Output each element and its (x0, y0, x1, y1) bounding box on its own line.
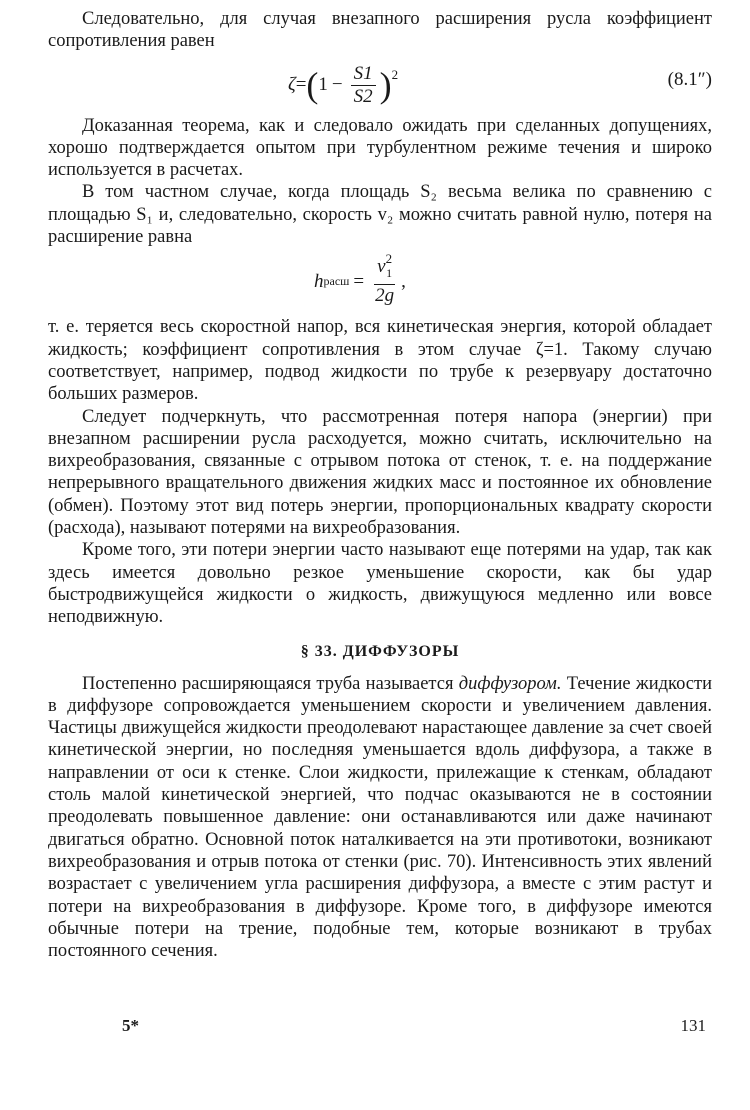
page-number: 131 (680, 1016, 706, 1035)
formula-one: 1 (318, 74, 328, 96)
formula-h-subscript: расш (323, 274, 350, 289)
formula-exponent: 2 (391, 67, 399, 83)
formula-fraction (351, 63, 376, 108)
formula-open-paren: ( (306, 65, 319, 106)
formula2-numerator-sub: 1 (386, 266, 393, 281)
signature-mark: 5* (122, 1016, 139, 1035)
formula-symbol-h: h (314, 270, 324, 292)
paragraph-7-start: Постепенно расширяющаяся труба называется (82, 673, 459, 694)
term-diffuser: диффузором. (458, 673, 562, 694)
formula-close-paren: ) (379, 65, 392, 106)
paragraph-5: Следует подчеркнуть, что рассмотренная потеря напора (энергии) при внезапном расширении русла расходуется, можно считать, исключительно на вихреобразования, связанные с отрывом потока от стенок, т. е. на поддержание непрерывного вращательного движения жидких масс и постоянное их обновление (обмен). Поэтому этот вид потерь энергии, пропорциональных квадрату скорости (расхода), называют потерями на вихреобразования. (48, 406, 712, 539)
formula2-numerator-sup: 2 (385, 251, 393, 267)
paragraph-1: Следовательно, для случая внезапного расширения русла коэффициент сопротивления равен (48, 9, 712, 52)
paragraph-6: Кроме того, эти потери энергии часто называют еще потерями на удар, так как здесь имеется довольно резкое уменьшение скорости, как бы удар быстродвижущейся жидкости о жидкость, движущуюся медленно или вовсе неподвижную. (48, 540, 712, 628)
page (48, 8, 712, 962)
formula2-numerator: v (377, 256, 386, 278)
paragraph-2: Доказанная теорема, как и следовало ожидать при сделанных допущениях, хорошо подтверждается опытом при турбулентном режиме течения и широко используется в расчетах. (48, 115, 712, 181)
formula2-denominator: 2g (375, 285, 395, 307)
formula-h (314, 251, 406, 307)
equation-number: (8.1″) (667, 68, 712, 90)
page-footer (48, 1016, 712, 1040)
paragraph-4: т. е. теряется весь скоростной напор, вся кинетическая энергия, которой обладает жидкость; коэффициент сопротивления в этом случае ζ=1. Такому случаю соответствует, например, подвод жидкости по трубе к резервуару достаточно больших размеров. (48, 317, 712, 405)
formula-denominator: S2 (353, 85, 373, 107)
formula-minus: − (331, 74, 343, 96)
formula-equals: = (295, 74, 307, 96)
formula-numerator: S1 (353, 62, 373, 84)
formula-symbol-zeta: ζ (288, 74, 296, 96)
formula2-fraction (372, 251, 397, 307)
formula2-comma: , (401, 270, 406, 292)
paragraph-7 (48, 673, 712, 963)
section-heading: § 33. ДИФФУЗОРЫ (300, 642, 460, 660)
formula-zeta (288, 63, 398, 108)
formula-h-expansion (48, 252, 712, 310)
formula2-equals: = (353, 270, 365, 292)
paragraph-7-rest: Течение жидкости в диффузоре сопровождается уменьшением скорости и увеличением давления. Частицы движущейся жидкости преодолевают нарастающее давление за счет своей кинетической энергии, но последняя уменьшается вдоль диффузора, а также в направлении от оси к стенке. Слои жидкости, прилежащие к стенкам, обладают столь малой кинетической энергией, что подчас оказываются не в состоянии преодолевать повышенное давление: они останавливаются или даже начинают двигаться обратно. Основной поток наталкивается на эти противотоки, возникают вихреобразования и отрыв потока от стенки (рис. 70). Интенсивность этих явлений возрастает с увеличением угла расширения диффузора, а вместе с этим растут и потери на вихреобразования в диффузоре. Кроме того, в диффузоре имеются обычные потери на трение, подобные тем, которые возникают в трубах постоянного сечения. (48, 673, 712, 962)
paragraph-3: В том частном случае, когда площадь S₂ весьма велика по сравнению с площадью S₁ и, следовательно, скорость v₂ можно считать равной нулю, потеря на расширение равна (48, 182, 712, 248)
formula-8-1 (48, 57, 712, 111)
